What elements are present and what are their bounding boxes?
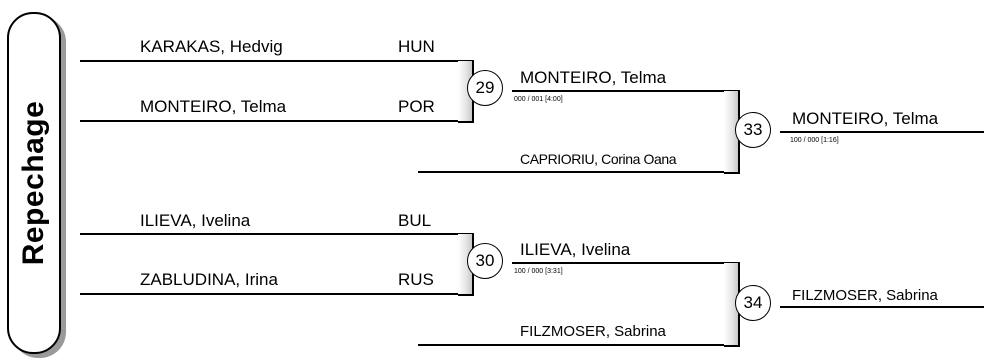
match-number-badge: 33 <box>735 112 771 148</box>
match-winner-name: ILIEVA, Ivelina <box>520 240 631 259</box>
bracket-line <box>418 344 726 346</box>
bracket-line <box>80 233 460 235</box>
entrant-country: POR <box>398 97 435 116</box>
repechage-section-label-box <box>7 12 61 354</box>
bracket-line <box>512 90 726 92</box>
repechage-section-label: Repechage <box>17 100 50 266</box>
match-number-badge: 34 <box>735 285 771 321</box>
match-winner-name: MONTEIRO, Telma <box>520 68 667 87</box>
opponent-name: FILZMOSER, Sabrina <box>520 323 666 340</box>
bracket-line <box>80 60 460 62</box>
entrant-country: RUS <box>398 270 434 289</box>
match-score: 000 / 001 [4:00] <box>514 96 563 103</box>
match-score: 100 / 000 [3:31] <box>514 268 563 275</box>
entrant-name: KARAKAS, Hedvig <box>140 37 283 56</box>
match-number-badge: 30 <box>467 243 503 279</box>
entrant-name: ZABLUDINA, Irina <box>140 270 278 289</box>
bracket-line <box>418 171 726 173</box>
bracket-line <box>780 306 984 308</box>
match-number-badge: 29 <box>467 70 503 106</box>
entrant-country: BUL <box>398 211 432 230</box>
bracket-line <box>80 120 460 122</box>
entrant-name: ILIEVA, Ivelina <box>140 211 251 230</box>
opponent-name: CAPRIORIU, Corina Oana <box>520 151 677 167</box>
bracket-line <box>512 262 726 264</box>
bracket-line <box>80 293 460 295</box>
match-winner-name: FILZMOSER, Sabrina <box>792 287 938 304</box>
entrant-name: MONTEIRO, Telma <box>140 97 287 116</box>
match-score: 100 / 000 [1:16] <box>790 137 839 144</box>
entrant-country: HUN <box>398 37 435 56</box>
bracket-line <box>780 131 984 133</box>
match-winner-name: MONTEIRO, Telma <box>792 109 939 128</box>
